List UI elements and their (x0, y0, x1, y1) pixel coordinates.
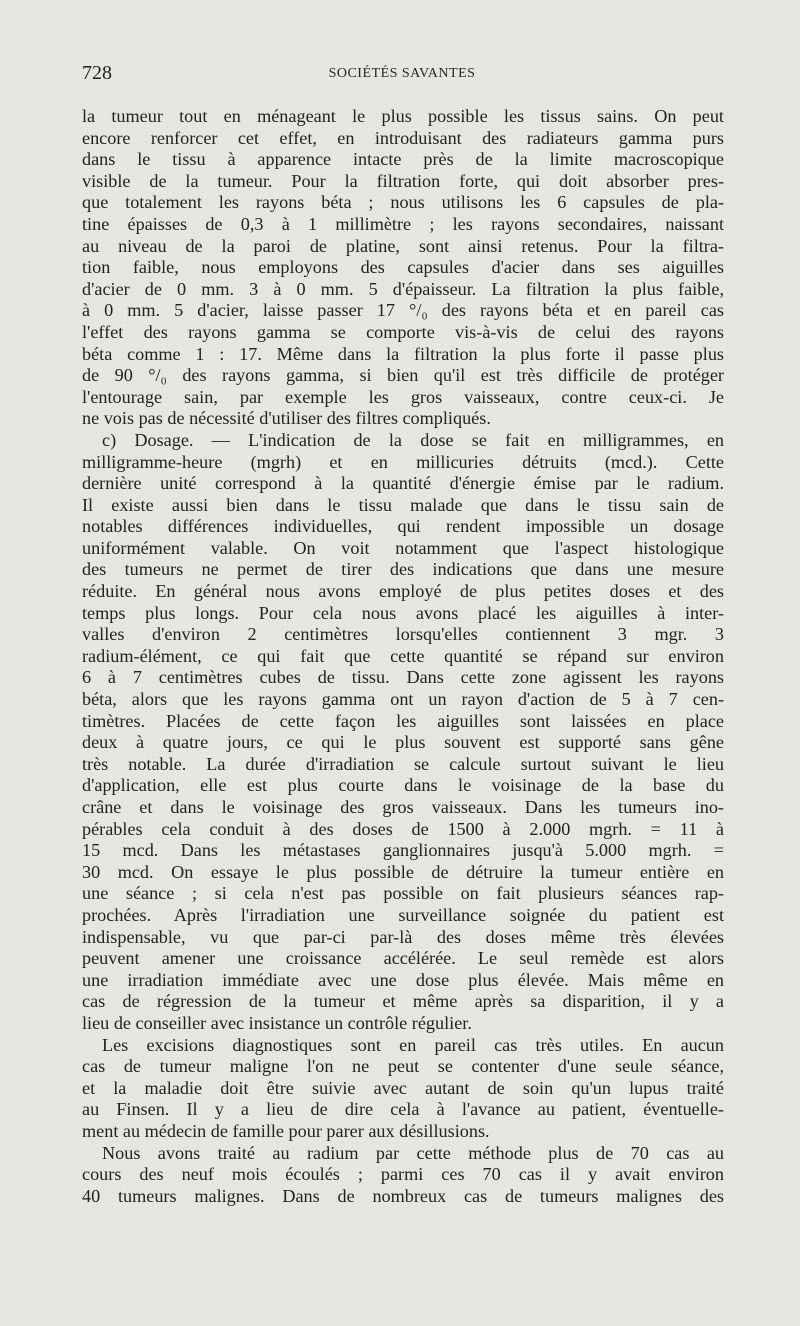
text-line: lieu de conseiller avec insistance un contrôle régulier. (82, 1012, 472, 1033)
text-line: notables différences individuelles, qui rendent impossible un dosage (82, 516, 724, 537)
text-line: de 90 °/₀ des rayons gamma, si bien qu'il est très difficile de protéger (82, 365, 724, 386)
running-head: SOCIÉTÉS SAVANTES (328, 66, 476, 81)
text-line: béta comme 1 : 17. Même dans la filtration la plus forte il passe plus (82, 343, 724, 364)
text-line: milligramme-heure (mgrh) et en millicuries détruits (mcd.). Cette (82, 451, 724, 472)
text-line: prochées. Après l'irradiation une surveillance soignée du patient est (82, 904, 724, 925)
text-line: timètres. Placées de cette façon les aiguilles sont laissées en place (82, 710, 724, 731)
text-line: radium-élément, ce qui fait que cette quantité se répand sur environ (82, 645, 724, 666)
text-line: tine épaisses de 0,3 à 1 millimètre ; les rayons secondaires, naissant (82, 213, 724, 234)
text-line: valles d'environ 2 centimètres lorsqu'elles contiennent 3 mgr. 3 (82, 624, 724, 645)
text-line: que totalement les rayons béta ; nous utilisons les 6 capsules de pla- (82, 192, 724, 213)
text-line: ne vois pas de nécessité d'utiliser des filtres compliqués. (82, 408, 491, 429)
text-line: Les excisions diagnostiques sont en pareil cas très utiles. En aucun (102, 1034, 724, 1055)
text-line: une irradiation immédiate avec une dose plus élevée. Mais même en (82, 969, 724, 990)
text-line: ment au médecin de famille pour parer aux désillusions. (82, 1120, 490, 1141)
page-number: 728 (82, 62, 112, 84)
page-header (82, 62, 722, 90)
text-line: tion faible, nous employons des capsules d'acier dans ses aiguilles (82, 257, 724, 278)
text-line: béta, alors que les rayons gamma ont un rayon d'action de 5 à 7 cen- (82, 689, 724, 710)
text-line: très notable. La durée d'irradiation se calcule surtout suivant le lieu (82, 753, 724, 774)
text-line: deux à quatre jours, ce qui le plus souvent est supporté sans gêne (82, 732, 724, 753)
text-line: uniformément valable. On voit notamment que l'aspect histologique (82, 537, 724, 558)
text-line: l'effet des rayons gamma se comporte vis-à-vis de celui des rayons (82, 321, 724, 342)
text-line: 40 tumeurs malignes. Dans de nombreux cas de tumeurs malignes des (82, 1185, 724, 1206)
text-line: réduite. En général nous avons employé de plus petites doses et des (82, 581, 724, 602)
text-line: d'acier de 0 mm. 3 à 0 mm. 5 d'épaisseur. La filtration la plus faible, (82, 278, 724, 299)
text-line: cours des neuf mois écoulés ; parmi ces 70 cas il y avait environ (82, 1164, 724, 1185)
text-line: pérables cela conduit à des doses de 1500 à 2.000 mgrh. = 11 à (82, 818, 724, 839)
text-line: et la maladie doit être suivie avec autant de soin qu'un lupus traité (82, 1077, 724, 1098)
text-line: indispensable, vu que par-ci par-là des doses même très élevées (82, 926, 724, 947)
text-line: Il existe aussi bien dans le tissu malade que dans le tissu sain de (82, 494, 724, 515)
text-line: cas de régression de la tumeur et même après sa disparition, il y a (82, 991, 724, 1012)
text-line: 6 à 7 centimètres cubes de tissu. Dans cette zone agissent les rayons (82, 667, 724, 688)
text-line: au Finsen. Il y a lieu de dire cela à l'avance au patient, éventuelle- (82, 1099, 724, 1120)
text-line: encore renforcer cet effet, en introduisant des radiateurs gamma purs (82, 127, 724, 148)
text-line: à 0 mm. 5 d'acier, laisse passer 17 °/₀ des rayons béta et en pareil cas (82, 300, 724, 321)
text-line: des tumeurs ne permet de tirer des indications que dans une mesure (82, 559, 724, 580)
text-line: au niveau de la paroi de platine, sont ainsi retenus. Pour la filtra- (82, 235, 724, 256)
text-line: visible de la tumeur. Pour la filtration forte, qui doit absorber pres- (82, 170, 724, 191)
text-line: dernière unité correspond à la quantité d'énergie émise par le radium. (82, 473, 724, 494)
text-line: 15 mcd. Dans les métastases ganglionnaires jusqu'à 5.000 mgrh. = (82, 840, 724, 861)
text-line: Nous avons traité au radium par cette méthode plus de 70 cas au (102, 1142, 724, 1163)
text-line: dans le tissu à apparence intacte près de la limite macroscopique (82, 149, 724, 170)
text-line: une séance ; si cela n'est pas possible on fait plusieurs séances rap- (82, 883, 724, 904)
text-line: la tumeur tout en ménageant le plus possible les tissus sains. On peut (82, 106, 724, 126)
text-line: 30 mcd. On essaye le plus possible de détruire la tumeur entière en (82, 861, 724, 882)
text-line: c) Dosage. — L'indication de la dose se fait en milligrammes, en (102, 429, 724, 450)
text-line: peuvent amener une croissance accélérée. Le seul remède est alors (82, 948, 724, 969)
body-text (82, 106, 724, 1207)
text-line: cas de tumeur maligne l'on ne peut se contenter d'une seule séance, (82, 1056, 724, 1077)
text-line: l'entourage sain, par exemple les gros vaisseaux, contre ceux-ci. Je (82, 386, 724, 407)
text-line: temps plus longs. Pour cela nous avons placé les aiguilles à inter- (82, 602, 724, 623)
text-line: d'application, elle est plus courte dans le voisinage de la base du (82, 775, 724, 796)
text-line: crâne et dans le voisinage des gros vaisseaux. Dans les tumeurs ino- (82, 797, 724, 817)
